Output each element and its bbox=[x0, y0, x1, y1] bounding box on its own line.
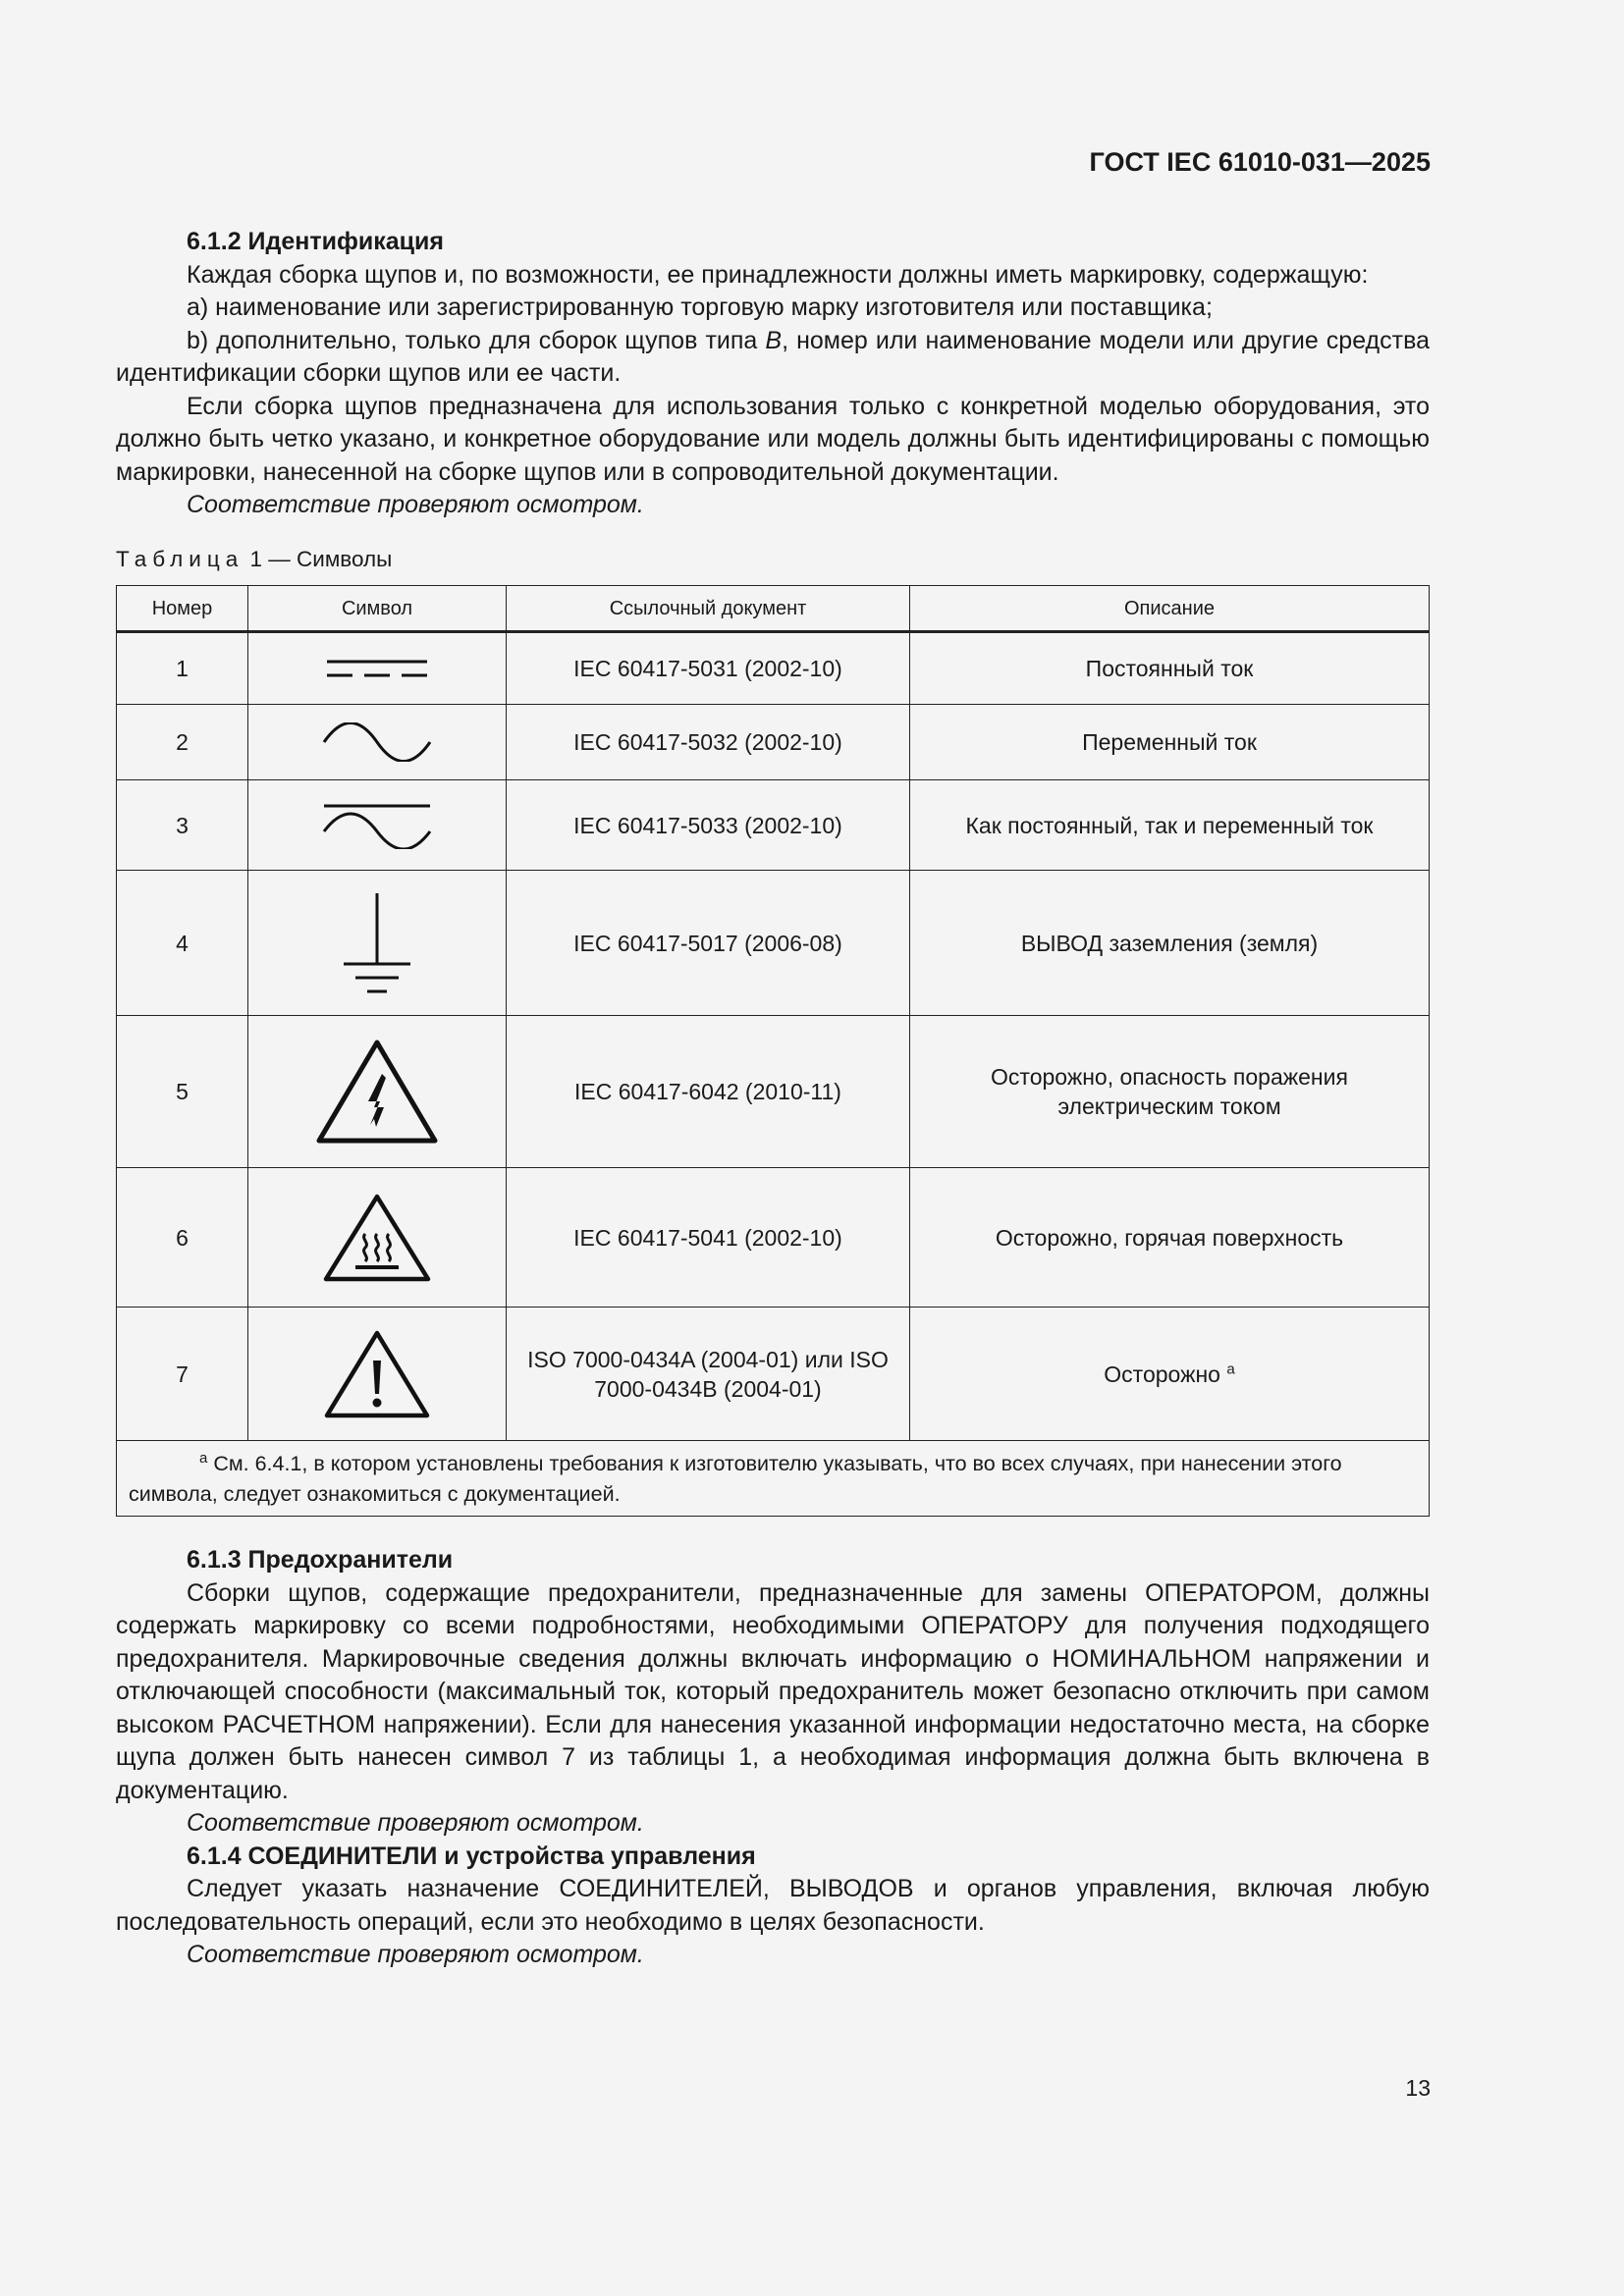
ac-icon bbox=[320, 722, 434, 762]
page-content bbox=[116, 226, 1430, 1972]
dc-icon bbox=[323, 654, 431, 683]
description: ВЫВОД заземления (земля) bbox=[910, 871, 1430, 1016]
row-number: 6 bbox=[117, 1168, 248, 1308]
reference-document: IEC 60417-6042 (2010-11) bbox=[507, 1016, 910, 1168]
description: Осторожно $^a$ bbox=[910, 1308, 1430, 1441]
earth-icon bbox=[338, 891, 416, 995]
section-heading-6-1-2: 6.1.2 Идентификация bbox=[187, 228, 444, 255]
column-header: Ссылочный документ bbox=[507, 586, 910, 632]
paragraph: Каждая сборка щупов и, по возможности, ее принадлежности должны иметь маркировку, содержащую: bbox=[187, 260, 1369, 289]
column-header: Описание bbox=[910, 586, 1430, 632]
table-row bbox=[117, 780, 1430, 871]
compliance-note: Соответствие проверяют осмотром. bbox=[187, 1941, 644, 1968]
description: Постоянный ток bbox=[910, 632, 1430, 705]
table-row bbox=[117, 1016, 1430, 1168]
paragraph: Сборки щупов, содержащие предохранители, предназначенные для замены ОПЕРАТОРОМ, должны содержать маркировку со всеми подробностями, необходимыми ОПЕРАТОРУ для получения подходящего предохранителя. Маркировочные сведения должны включать информацию о НОМИНАЛЬНОМ напряжении и отключающей способности (максимальный ток, который предохранитель может безопасно отключить при самом высоком РАСЧЕТНОМ напряжении). Если для нанесения указанной информации недостаточно места, на сборке щупа должен быть нанесен символ 7 из таблицы 1, а необходимая информация должна быть включена в документацию. bbox=[116, 1578, 1430, 1804]
symbol-cell bbox=[248, 632, 507, 705]
symbols-table bbox=[116, 585, 1430, 1517]
compliance-note: Соответствие проверяют осмотром. bbox=[187, 491, 644, 518]
row-number: 3 bbox=[117, 780, 248, 871]
table-row bbox=[117, 632, 1430, 705]
row-number: 7 bbox=[117, 1308, 248, 1441]
reference-document: IEC 60417-5031 (2002-10) bbox=[507, 632, 910, 705]
row-number: 2 bbox=[117, 705, 248, 780]
list-item-b: b) дополнительно, только для сборок щупов типа B, номер или наименование модели или другие средства идентификации сборки щупов или ее части. bbox=[116, 326, 1430, 387]
column-header: Номер bbox=[117, 586, 248, 632]
caution-icon bbox=[323, 1329, 431, 1419]
description: Переменный ток bbox=[910, 705, 1430, 780]
compliance-note: Соответствие проверяют осмотром. bbox=[187, 1809, 644, 1837]
paragraph: Следует указать назначение СОЕДИНИТЕЛЕЙ, ВЫВОДОВ и органов управления, включая любую последовательность операций, если это необходимо в целях безопасности. bbox=[116, 1875, 1430, 1936]
section-heading-6-1-4: 6.1.4 СОЕДИНИТЕЛИ и устройства управления bbox=[187, 1842, 756, 1870]
page-number: 13 bbox=[1405, 2075, 1431, 2101]
description: Осторожно, горячая поверхность bbox=[910, 1168, 1430, 1308]
table-footnote: $^a$ См. 6.4.1, в котором установлены требования к изготовителю указывать, что во всех случаях, при нанесении этого символа, следует ознакомиться с документацией. bbox=[117, 1441, 1430, 1517]
table-row bbox=[117, 1308, 1430, 1441]
reference-document: IEC 60417-5017 (2006-08) bbox=[507, 871, 910, 1016]
document-header: ГОСТ IEC 61010-031—2025 bbox=[1089, 147, 1431, 177]
section-heading-6-1-3: 6.1.3 Предохранители bbox=[187, 1546, 454, 1574]
table-footnote-row bbox=[117, 1441, 1430, 1517]
symbol-cell bbox=[248, 1016, 507, 1168]
table-row bbox=[117, 871, 1430, 1016]
paragraph: Если сборка щупов предназначена для использования только с конкретной моделью оборудования, это должно быть четко указано, и конкретное оборудование или модель должны быть идентифицированы с помощью маркировки, нанесенной на сборке щупов или в сопроводительной документации. bbox=[116, 392, 1430, 486]
reference-document: IEC 60417-5041 (2002-10) bbox=[507, 1168, 910, 1308]
symbol-cell bbox=[248, 1168, 507, 1308]
list-item-a: a) наименование или зарегистрированную торговую марку изготовителя или поставщика; bbox=[187, 294, 1213, 321]
symbol-cell bbox=[248, 1308, 507, 1441]
table-row bbox=[117, 705, 1430, 780]
description: Как постоянный, так и переменный ток bbox=[910, 780, 1430, 871]
hot-surface-icon bbox=[322, 1193, 432, 1283]
description: Осторожно, опасность поражения электрическим током bbox=[910, 1016, 1430, 1168]
table-caption: Таблица 1 — Символы bbox=[116, 546, 393, 571]
reference-document: ISO 7000-0434A (2004-01) или ISO 7000-0434B (2004-01) bbox=[507, 1308, 910, 1441]
row-number: 4 bbox=[117, 871, 248, 1016]
symbol-cell bbox=[248, 780, 507, 871]
table-row bbox=[117, 1168, 1430, 1308]
ac-dc-icon bbox=[320, 802, 434, 849]
symbol-cell bbox=[248, 871, 507, 1016]
symbol-cell bbox=[248, 705, 507, 780]
row-number: 5 bbox=[117, 1016, 248, 1168]
reference-document: IEC 60417-5032 (2002-10) bbox=[507, 705, 910, 780]
column-header: Символ bbox=[248, 586, 507, 632]
shock-hazard-icon bbox=[315, 1039, 439, 1145]
footnote-marker: a bbox=[1226, 1360, 1235, 1377]
row-number: 1 bbox=[117, 632, 248, 705]
reference-document: IEC 60417-5033 (2002-10) bbox=[507, 780, 910, 871]
